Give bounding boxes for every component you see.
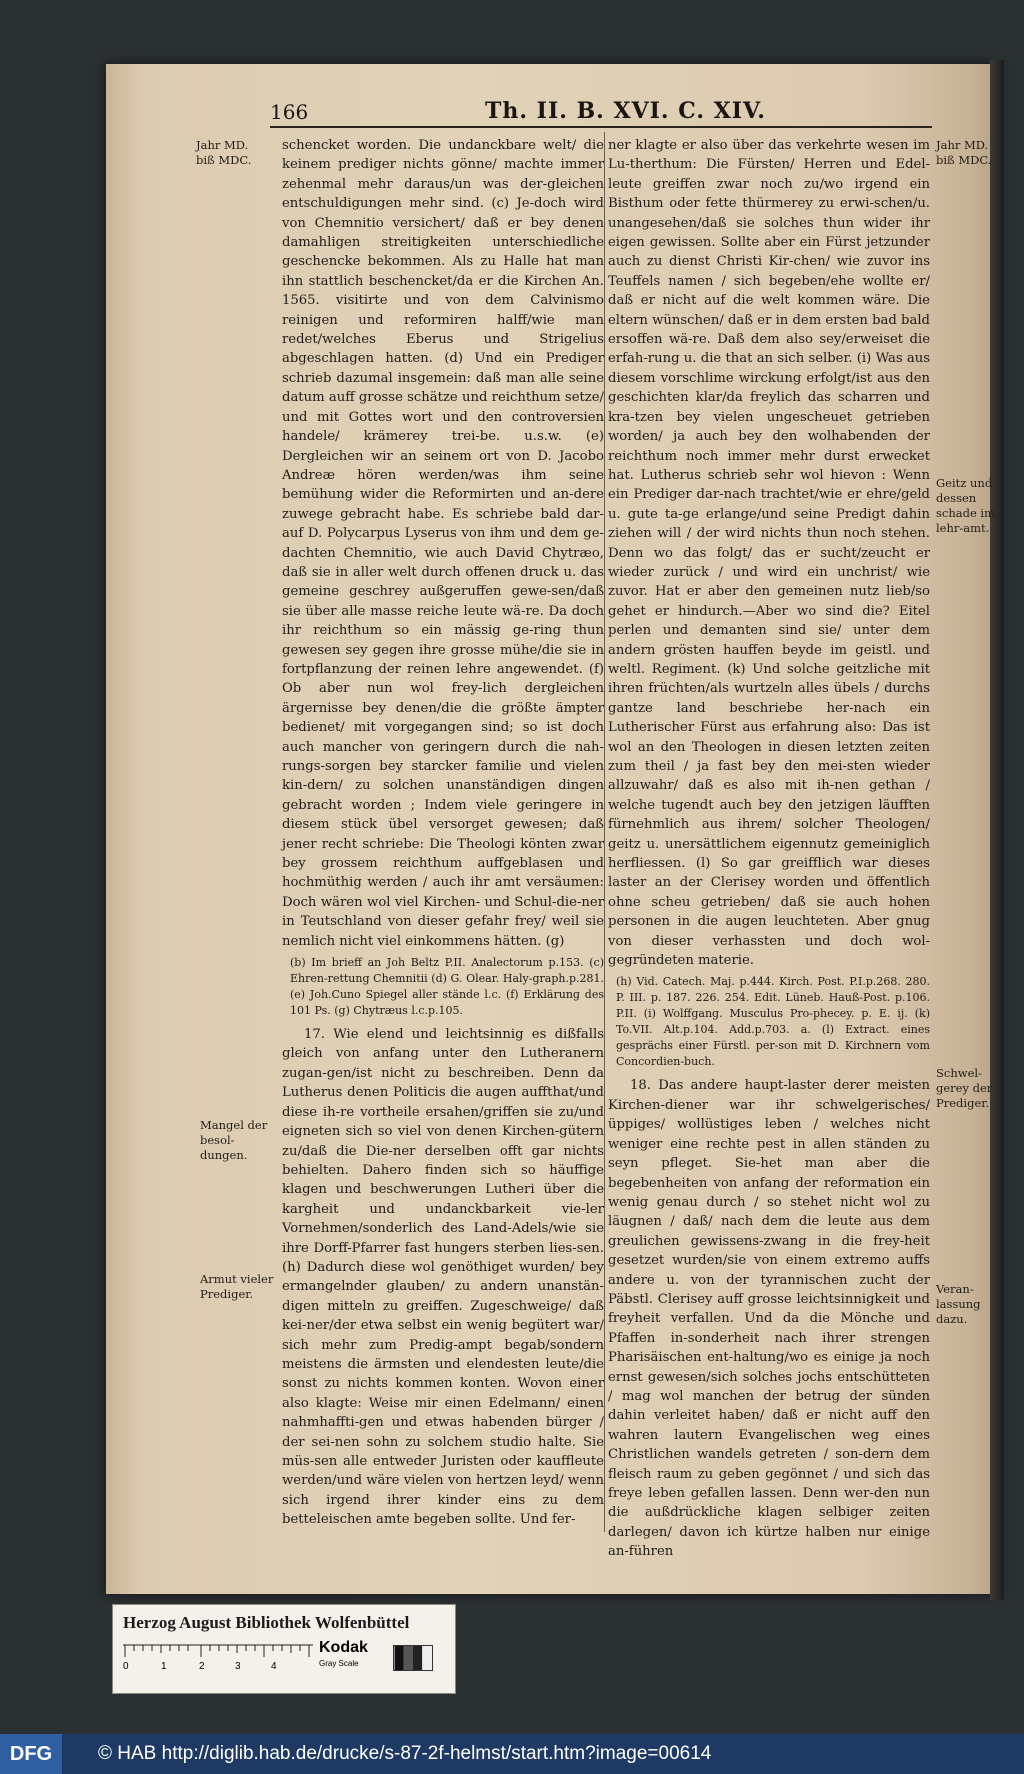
right-footnotes: (h) Vid. Catech. Maj. p.444. Kirch. Post. P.I.p.268. 280. P. III. p. 187. 226. 254. Edit. Lüneb. Hauß-Post. p.106. P.II. (i) Wolffgang. Musculus Pro-phecey. p. E. ij. (k) To.VII. Alt.p.104. Add.p.703. a. (l) Extract. eines gesprächs einer Fürstl. per-son mit D. Kirchnern vom Concordien-buch. xyxy=(616,975,930,1069)
library-color-card xyxy=(112,1604,456,1694)
library-name: Herzog August Bibliothek Wolfenbüttel xyxy=(123,1613,410,1632)
scale-tick-1: 1 xyxy=(161,1661,167,1672)
kodak-sub-label: Gray Scale xyxy=(319,1659,359,1668)
gray-scale-ruler xyxy=(123,1641,313,1671)
header-rule xyxy=(270,126,932,128)
right-column xyxy=(608,136,930,1560)
footer-bar xyxy=(0,1734,1024,1774)
kodak-brand: Kodak xyxy=(319,1639,368,1656)
scale-tick-0: 0 xyxy=(123,1661,129,1672)
scale-tick-4: 4 xyxy=(271,1661,277,1672)
scale-tick-3: 3 xyxy=(235,1661,241,1672)
column-divider xyxy=(604,132,605,1532)
right-paragraph-2: 18. Das andere haupt-laster derer meisten Kirchen-diener war ihr schwelgerisches/ üppiges/ wollüstiges leben / welches nicht weniger eine rechte pest in allen ständen zu seyn pfleget. Sie-het man aber die begebenheiten von anfang der reformation ein wenig genau durch / so stehet nicht wol zu läugnen / daß/ nach dem die leute aus dem greulichen gewissens-zwang in die frey-heit gesetzet wurden/sie von einem extremo auffs andere u. von der tyrannischen zucht der Päbstl. Clerisey auff grosse leichtsinnigkeit und freyheit verfallen. Und da die Mönche und Pfaffen in-sonderheit nach ihrer strengen Pharisäischen ent-haltung/wo es einige ja noch ernst gewesen/sich solches jochs entschütteten / mag wol manchen der betrug der sünden dahin verleitet haben/ daß er nicht auff den wahren lautern Evangelischen weg eines Christlichen wandels getreten / son-dern dem fleisch raum zu geben gegönnet / und sich das freye leben gefallen lassen. Denn wer-den nun die außdrückliche klagen selbiger zeiten darlegen/ davon ich kürtze halben nur einige an-führen xyxy=(608,1078,930,1560)
margin-note-mangel: Mangel der besol-dungen. xyxy=(200,1118,268,1162)
margin-note-armut: Armut vieler Prediger. xyxy=(200,1272,274,1301)
margin-note-year-right: Jahr MD. biß MDC. xyxy=(936,138,992,167)
page-number: 166 xyxy=(270,100,309,124)
running-head: Th. II. B. XVI. C. XIV. xyxy=(485,98,766,124)
scale-tick-2: 2 xyxy=(199,1661,205,1672)
margin-note-veranlassung: Veran-lassung dazu. xyxy=(936,1282,981,1326)
left-paragraph-2: 17. Wie elend und leichtsinnig es dißfalls gleich von anfang unter den Lutheranern zugan-gen/ist nicht zu beschreiben. Denn da Lutherus denen Politicis die augen auffthat/und diese ih-re vortheile ersahen/griffen sie zu/und eigneten sich so viel von denen Kirchen-gütern zu/daß die Die-ner derselben offt gar nichts behielten. Dahero finden sich so häuffige klagen und beschwerungen Lutheri über die kargheit und undanckbarkeit vie-ler Vornehmen/sonderlich des Land-Adels/wie sie ihre Dorff-Pfarrer fast hungers sterben lies-sen.(h) Dadurch diese wol genöthiget wurden/ bey ermangelnder glauben/ zu andern unanstän-digen mitteln zu greiffen. Zugeschweige/ daß kei-ner/der etwa selbst ein wenig begütert war/ sich mehr zum Predig-ampt begab/sondern meistens die ärmsten und elendesten leute/die sonst zu nichts kommen konten. Wovon einer also klagte: Weise mir einen Edelmann/ einen nahmhaffti-gen und etwas habenden bürger / der sei-nen sohn zu solchem studio halte. Sie müs-sen alle entweder Juristen oder kauffleute werden/und wäre vielen von hertzen leyd/ wenn sich irgend ihrer kinder eins zu dem betteleischen amte begeben sollte. Und fer- xyxy=(282,1027,604,1528)
page-header xyxy=(270,96,930,126)
left-footnotes: (b) Im brieff an Joh Beltz P.II. Analectorum p.153. (c) Ehren-rettung Chemnitii (d) G. Olear. Haly-graph.p.281. (e) Joh.Cuno Spiegel aller stände l.c. (f) Erklärung des 101 Ps. (g) Chytræus l.c.p.105. xyxy=(290,956,604,1018)
margin-note-schwelgerey: Schwel-gerey der Prediger. xyxy=(936,1066,993,1110)
gray-swatch xyxy=(393,1645,433,1671)
book-binding xyxy=(990,60,1004,1600)
right-paragraph-1: ner klagte er also über das verkehrte wesen im Lu-therthum: Die Fürsten/ Herren und Edel-leute greiffen zwar noch zu/wo irgend ein Bisthum oder fette thürmerey zu erwi-schen/u. unangesehen/daß sie solches thun wider ihr eigen gewissen. Sollte aber ein Fürst jetzunder auch zu dienst Christi Kir-chen/ wie zuvor ins Teuffels namen / sich begeben/ehe wollte er/ daß er nicht auf die welt kommen wäre. Die eltern wünschen/ daß er in dem ersten bad bald ersoffen wä-re. Daß dem also sey/erweiset die erfah-rung u. die that an sich selber. (i) Was aus diesem vorschlime wirckung erfolgt/ist aus den geschichten klar/da freylich das scharren und kra-tzen bey vielen ungescheuet getrieben worden/ ja auch bey den wolhabenden der reichthum noch immer mehr durst erwecket hat. Lutherus schrieb sehr wol hievon : Wenn ein Prediger dar-nach trachtet/wie er ehre/geld u. gute ta-ge erlange/und seine Predigt dahin ziehen will / der wird nichts thun noch stehen. Denn wo das folgt/ das er sucht/zeucht er wieder zurück / und wird ein unchrist/ wie zuvor. Hat er aber den gemeinen nutz lieb/so gehet er hindurch.—Aber wo sind die? Eitel perlen und demanten sind sie/ unter dem andern grösten hauffen beyde im geistl. und weltl. Regiment. (k) Und solche geitzliche mit ihren früchten/als wurtzeln alles übels / durchs gantze land beschriebe her-nach ein Lutherischer Fürst aus erfahrung also: Das ist wol an den Theologen in diesen letzten zeiten zum theil / ja fast bey den mei-sten wieder allzuwahr/ daß es also mit ih-nen gethan / welche tugendt auch bey den jetzigen läufften fürnehmlich aus ihrem/ solcher Theologen/ geitz u. unersättlichem eigennutz gemeiniglich herfliessen. (l) So gar greifflich war dieses laster an der Clerisey worden und öffentlich ohne scheu getrieben/ daß sie auch hohen personen in die augen leuchteten. Aber gnug von dieser verhassten und doch wol-gegründeten materie. xyxy=(608,138,930,969)
left-paragraph-1: schencket worden. Die undanckbare welt/ die keinem prediger nichts gönne/ machte immer zehenmal mehr daraus/un was der-gleichen entschuldigungen mehr sind. (c) Je-doch wird von Chemnitio versichert/ daß er bey denen damahligen streitigkeiten unterschiedliche geschencke bekommen. Als zu Halle hat man ihn stattlich beschencket/da er die Kirchen An. 1565. visitirte und von dem Calvinismo reinigen und reformiren halff/wie man redet/welches Eberus und Strigelius abgeschlagen hatten. (d) Und ein Prediger schrieb dazumal insgemein: daß man alle seine datum auff grosse schätze und reichthum setze/ und mit Gottes wort und den controversien handele/ krämerey trei-be. u.s.w. (e) Dergleichen wir an seinem ort von D. Jacobo Andreæ hören werden/was ihm seine bemühung wider die Reformirten und an-dere zuwege gebracht habe. Es schriebe bald dar-auf D. Polycarpus Lyserus von ihm und dem ge-dachten Chemnitio, wie auch David Chytræo, daß sie in aller welt durch offenen druck u. das gemeine geschrey außgeruffen gewe-sen/daß sie über alle masse reiche leute wä-re. Da doch ihr reichthum so ein mässig ge-ring thun gewesen sey gegen ihre grosse mühe/die sie in fortpflanzung der reinen lehre angewendet. (f) Ob aber nun wol frey-lich dergleichen ärgernisse bey denen/die die größte ämpter bedienet/ mit vorgegangen sind; so ist doch auch mancher von geringern durch die nah-rungs-sorgen bey starcker familie und vielen kin-dern/ zu solchen unanständigen dingen gebracht worden ; Indem viele geringere in diesem stück übel versorget gewesen; daß jener recht schriebe: Die Theologi könten zwar bey grossem reichthum auffgeblasen und hochmüthig werden / auch ihr amt versäumen: Doch wären wol viel Kirchen- und Schul-die-ner in Teutschland von dieser gefahr frey/ weil sie nemlich nicht viel einkommens hätten. (g) xyxy=(282,138,604,949)
left-column xyxy=(282,136,604,1528)
source-url[interactable]: © HAB http://diglib.hab.de/drucke/s-87-2f-helmst/start.htm?image=00614 xyxy=(98,1743,712,1764)
margin-note-year-left: Jahr MD. biß MDC. xyxy=(196,138,252,167)
margin-note-geitz: Geitz und dessen schade im lehr-amt. xyxy=(936,476,996,535)
dfg-logo: DFG xyxy=(0,1734,62,1774)
